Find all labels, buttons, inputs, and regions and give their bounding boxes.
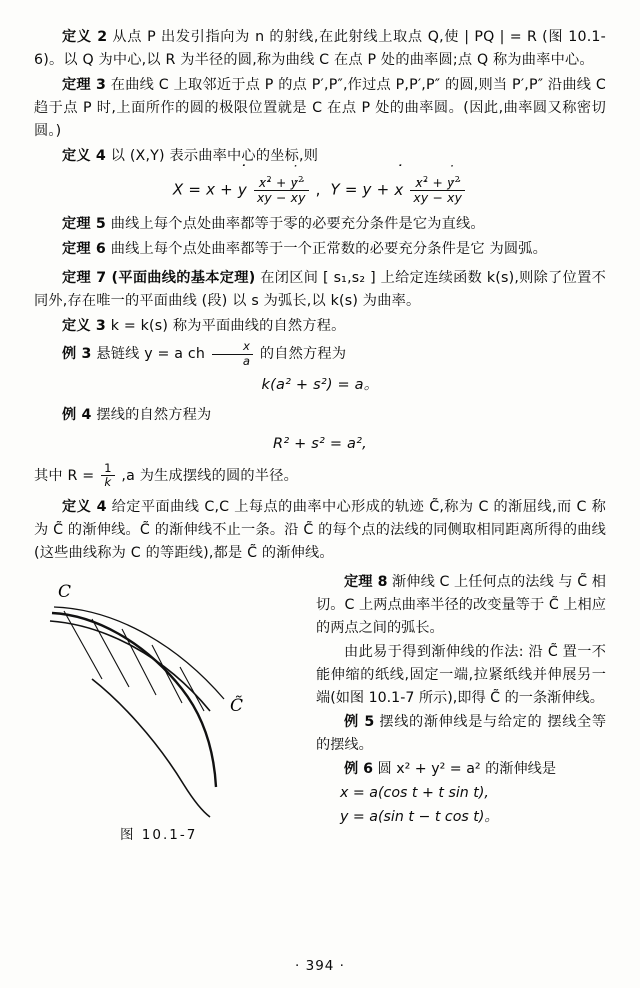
outer-arc-path: [54, 607, 224, 699]
label-curve-c: C: [58, 581, 72, 602]
definition-4-paragraph: [34, 145, 606, 168]
theorem-6-label: 定理 6: [62, 241, 106, 258]
definition-3-text: k = k(s) 称为平面曲线的自然方程。: [110, 318, 346, 335]
theorem-5-label: 定理 5: [62, 216, 106, 233]
definition-2-text: 从点 P 出发引指向为 n 的射线,在此射线上取点 Q,使 | PQ | = R (图 10.1-6)。以 Q 为中心,以 R 为半径的圆,称为曲线 C 在点 P 处的曲率圆;点 Q 称为曲率中心。: [34, 29, 606, 68]
figure-10-1-7: [34, 571, 306, 851]
example-3-label: 例 3: [62, 346, 92, 363]
involute-tail-path: [92, 679, 210, 817]
theorem-8-text: 渐伸线 C 上任何点的法线 与 C̃ 相切。C 上两点曲率半径的改变量等于 C̃ 上相应的两点之间的弧长。: [316, 573, 606, 636]
tangent-line-3: [122, 629, 156, 695]
example-4-text: 摆线的自然方程为: [96, 406, 212, 423]
example-3-fraction: $\frac{x}{a}$: [212, 340, 253, 368]
example-4-paragraph: [34, 404, 606, 427]
theorem-7-paragraph: [34, 267, 606, 313]
right-text-column: [316, 571, 606, 830]
example-3-paragraph: [34, 340, 606, 368]
theorem-6-paragraph: [34, 238, 606, 261]
definition-3-paragraph: [34, 315, 606, 338]
example-6-equation-1: x = a(cos t + t sin t),: [340, 784, 489, 801]
example-5-label: 例 5: [344, 713, 375, 730]
definition-3-label: 定义 3: [62, 318, 106, 335]
formula-y-fraction: $x^2$ + ˙ $y^2$ ˙ x˙ y − ˙ x˙ y: [410, 175, 465, 205]
theorem-6-text: 曲线上每个点处曲率都等于一个正常数的必要充分条件是它 为圆弧。: [110, 241, 548, 258]
example-4-note-post: ,a 为生成摆线的圆的半径。: [121, 467, 298, 484]
formula-y-lhs: Y = y +: [330, 180, 390, 199]
involute-diagram: [34, 571, 306, 821]
formula-x-lhs: X = x +: [172, 180, 233, 199]
example-5-text: 摆线的渐伸线是与给定的 摆线全等的摆线。: [316, 713, 606, 753]
definition-4b-label: 定义 4: [62, 498, 107, 515]
example-6-paragraph: [316, 758, 606, 781]
theorem-5-text: 曲线上每个点处曲率都等于零的必要充分条件是它为直线。: [110, 216, 485, 233]
formula-y-dot: ˙ y: [238, 178, 247, 202]
example-4-label: 例 4: [62, 406, 92, 423]
definition-4b-paragraph: [34, 496, 606, 565]
theorem-7-label: 定理 7 (平面曲线的基本定理): [62, 270, 256, 287]
theorem-8-label: 定理 8: [344, 573, 388, 590]
curvature-center-formula: X = x + ˙ y $x^2$ + ˙ $y^2$ ˙ x˙ y − ˙ x˙ y , Y = y + ˙ x $x^2$ + ˙ $y^2$ ˙ x˙ y − ˙ x˙ y: [34, 175, 606, 205]
example-6-equation-2: y = a(sin t − t cos t)。: [340, 808, 499, 825]
example-4-note-pre: 其中 R =: [34, 467, 95, 484]
main-text-column: [34, 26, 606, 565]
example-6-text: 圆 x² + y² = a² 的渐伸线是: [377, 760, 557, 777]
page-number: · 394 ·: [295, 958, 345, 974]
definition-4-label: 定义 4: [62, 148, 106, 164]
theorem-3-label: 定理 3: [62, 77, 107, 93]
theorem-8-paragraph: [316, 571, 606, 640]
definition-4-text: 以 (X,Y) 表示曲率中心的坐标,则: [110, 148, 319, 164]
example-4-formula: R² + s² = a²,: [273, 435, 367, 452]
definition-2-label: 定义 2: [62, 29, 108, 45]
formula-x-fraction: $x^2$ + ˙ $y^2$ ˙ x˙ y − ˙ x˙ y: [254, 175, 309, 205]
theorem-7-text: 在闭区间 [ s₁,s₂ ] 上给定连续函数 k(s),则除了位置不同外,存在唯一的平面曲线 (段) 以 s 为弧长,以 k(s) 为曲率。: [34, 270, 607, 310]
curve-c-path: [52, 613, 216, 787]
tangent-line-1: [64, 611, 102, 679]
example-5-paragraph: [316, 711, 606, 757]
example-4-fraction: $\frac{1}{k}$: [101, 462, 115, 490]
definition-2-paragraph: [34, 26, 606, 72]
example-6-label: 例 6: [344, 760, 373, 777]
theorem-5-paragraph: [34, 213, 606, 236]
example-3-text-pre: 悬链线 y = a ch: [96, 346, 206, 363]
figure-caption: 图 10.1-7: [120, 826, 198, 843]
definition-4b-text: 给定平面曲线 C,C 上每点的曲率中心形成的轨迹 C̃,称为 C 的渐屈线,而 C 称为 C̃ 的渐伸线。C̃ 的渐伸线不止一条。沿 C̃ 的每个点的法线的同侧取相同距离所得的曲线(这些曲线称为 C 的等距线),都是 C̃ 的渐伸线。: [34, 498, 606, 561]
example-3-formula: k(a² + s²) = a。: [261, 377, 379, 394]
construction-method-paragraph: 由此易于得到渐伸线的作法: 沿 C̃ 置一不能伸缩的纸线,固定一端,拉紧纸线并伸展另一端(如图 10.1-7 所示),即得 C̃ 的一条渐伸线。: [316, 643, 606, 706]
theorem-3-text: 在曲线 C 上取邻近于点 P 的点 P′,P″,作过点 P,P′,P″ 的圆,则当 P′,P″ 沿曲线 C 趋于点 P 时,上面所作的圆的极限位置就是 C 在点 P 处的曲率圆。(因此,曲率圆又称密切圆。): [34, 77, 606, 139]
formula-x-dot: ˙ x: [394, 178, 403, 202]
example-3-text-post: 的自然方程为: [259, 346, 347, 363]
theorem-3-paragraph: [34, 74, 606, 143]
example-4-note: [34, 462, 606, 490]
figure-and-text-section: [34, 571, 606, 851]
label-curve-c-tilde: C̃: [230, 695, 244, 716]
curve-c-tilde-path: [50, 621, 210, 711]
tangent-line-4: [152, 645, 182, 703]
